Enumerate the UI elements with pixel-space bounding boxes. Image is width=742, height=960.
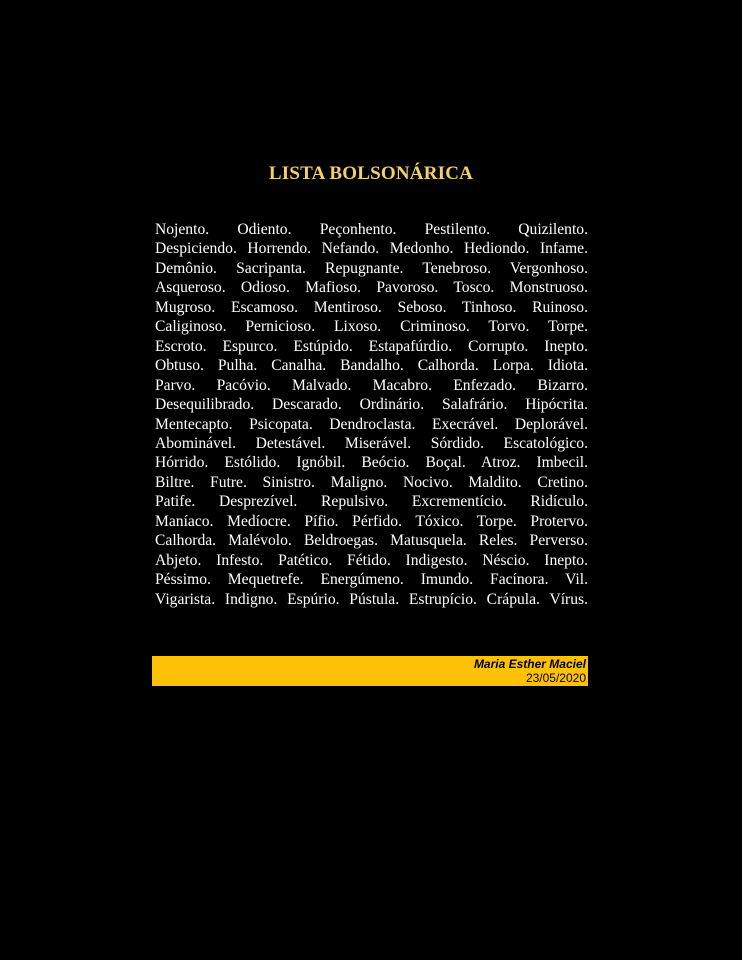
poem-line: Parvo. Pacóvio. Malvado. Macabro. Enfezado. Bizarro. bbox=[155, 376, 588, 394]
poem-body bbox=[155, 220, 588, 609]
poem-line: Mentecapto. Psicopata. Dendroclasta. Execrável. Deplorável. bbox=[155, 415, 588, 433]
page-title: LISTA BOLSONÁRICA bbox=[268, 163, 474, 184]
poem-line: Demônio. Sacripanta. Repugnante. Tenebroso. Vergonhoso. bbox=[155, 259, 588, 277]
signature-band bbox=[152, 656, 588, 686]
poem-line: Vigarista. Indigno. Espúrio. Pústula. Estrupício. Crápula. Vírus. bbox=[155, 590, 588, 608]
poem-line: Desequilibrado. Descarado. Ordinário. Salafrário. Hipócrita. bbox=[155, 396, 588, 414]
poem-line: Hórrido. Estólido. Ignóbil. Beócio. Boçal. Atroz. Imbecil. bbox=[155, 454, 588, 472]
poem-line: Obtuso. Pulha. Canalha. Bandalho. Calhorda. Lorpa. Idiota. bbox=[155, 357, 588, 375]
poem-line: Mugroso. Escamoso. Mentiroso. Seboso. Tinhoso. Ruinoso. bbox=[155, 298, 588, 316]
poem-line: Caliginoso. Pernicioso. Lixoso. Criminoso. Torvo. Torpe. bbox=[155, 318, 588, 336]
poem-line: Nojento. Odiento. Peçonhento. Pestilento. Quizilento. bbox=[155, 221, 588, 238]
author-name: Maria Esther Maciel bbox=[473, 657, 586, 671]
poem-line: Maníaco. Medíocre. Pífio. Pérfido. Tóxico. Torpe. Protervo. bbox=[155, 512, 588, 530]
poem-line: Calhorda. Malévolo. Beldroegas. Matusquela. Reles. Perverso. bbox=[155, 532, 588, 550]
poem-line: Escroto. Espurco. Estúpido. Estapafúrdio. Corrupto. Inepto. bbox=[155, 337, 588, 355]
publication-date: 23/05/2020 bbox=[525, 671, 586, 685]
poem-line: Biltre. Futre. Sinistro. Maligno. Nocivo. Maldito. Cretino. bbox=[155, 473, 588, 491]
poem-line: Asqueroso. Odioso. Mafioso. Pavoroso. Tosco. Monstruoso. bbox=[155, 279, 588, 297]
poem-line: Despiciendo. Horrendo. Nefando. Medonho. Hediondo. Infame. bbox=[155, 240, 588, 258]
poem-line: Abominável. Detestável. Miserável. Sórdido. Escatológico. bbox=[155, 434, 588, 452]
poem-line: Patife. Desprezível. Repulsivo. Excrementício. Ridículo. bbox=[155, 493, 588, 511]
poem-line: Abjeto. Infesto. Patético. Fétido. Indigesto. Néscio. Inepto. bbox=[155, 551, 588, 569]
poem-line: Péssimo. Mequetrefe. Energúmeno. Imundo. Facínora. Vil. bbox=[155, 571, 588, 589]
